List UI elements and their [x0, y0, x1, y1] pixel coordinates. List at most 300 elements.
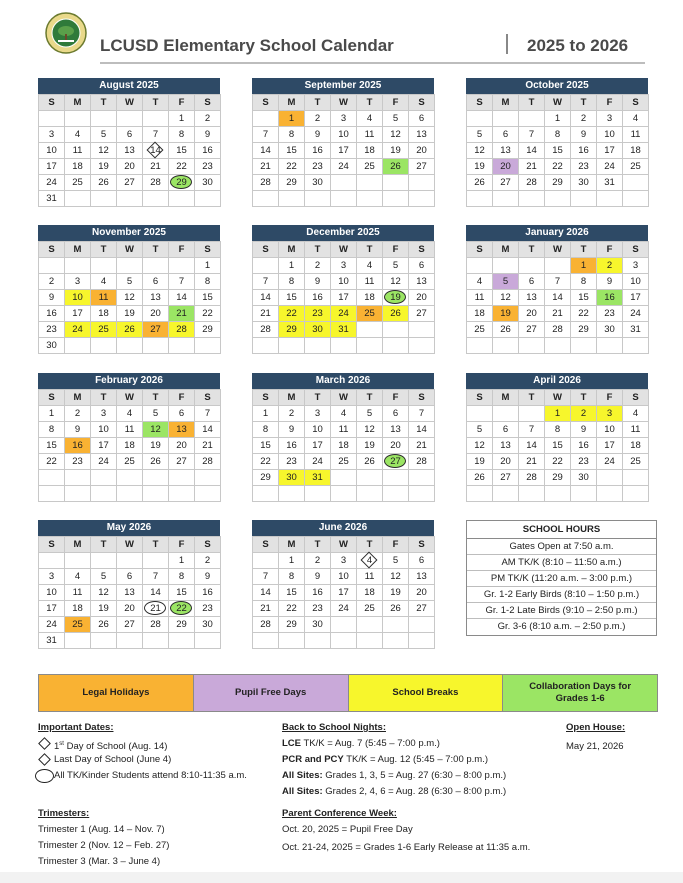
day-cell [305, 422, 331, 438]
day-number: 28 [526, 472, 537, 483]
day-number: 24 [72, 324, 83, 335]
day-cell [383, 143, 409, 159]
day-number: 23 [604, 308, 615, 319]
day-number: 1 [262, 408, 269, 419]
day-number: 9 [314, 571, 321, 582]
day-cell [467, 290, 493, 306]
day-number: 24 [338, 161, 349, 172]
day-cell [383, 633, 409, 649]
month-calendar [252, 520, 434, 649]
day-number: 28 [526, 177, 537, 188]
day-number: 14 [526, 145, 537, 156]
day-cell [493, 143, 519, 159]
day-cell [39, 306, 65, 322]
day-cell [519, 258, 545, 274]
day-cell [279, 143, 305, 159]
day-cell [169, 338, 195, 354]
day-number: 13 [526, 292, 537, 303]
day-cell [195, 258, 221, 274]
weekday-header: W [545, 95, 571, 111]
day-number: 8 [288, 129, 295, 140]
day-number: 29 [202, 324, 213, 335]
day-cell [195, 191, 221, 207]
day-number: 13 [416, 571, 427, 582]
day-cell [65, 159, 91, 175]
day-number: 19 [364, 440, 375, 451]
day-number: 25 [630, 161, 641, 172]
day-cell [493, 258, 519, 274]
day-cell [331, 617, 357, 633]
day-cell [279, 486, 305, 502]
day-number: 7 [262, 129, 269, 140]
day-number: 14 [260, 587, 271, 598]
day-cell [409, 486, 435, 502]
day-cell [279, 306, 305, 322]
back-to-school-row: PCR and PCY TK/K = Aug. 12 (5:45 – 7:00 p.m.) [282, 754, 489, 765]
day-number: 5 [392, 555, 399, 566]
day-cell [623, 454, 649, 470]
day-cell [409, 585, 435, 601]
month-calendar [466, 373, 648, 502]
day-cell [493, 111, 519, 127]
day-number: 28 [150, 177, 161, 188]
day-cell [545, 470, 571, 486]
day-number: 26 [474, 472, 485, 483]
day-number: 23 [578, 456, 589, 467]
day-number: 7 [528, 424, 535, 435]
weekday-header: W [545, 390, 571, 406]
day-number: 17 [604, 440, 615, 451]
day-cell [65, 486, 91, 502]
day-number: 14 [416, 424, 427, 435]
day-cell [143, 454, 169, 470]
day-cell [519, 143, 545, 159]
day-cell [409, 175, 435, 191]
day-cell [305, 175, 331, 191]
day-number: 28 [150, 619, 161, 630]
day-cell [143, 633, 169, 649]
day-cell [65, 127, 91, 143]
day-cell [143, 143, 169, 159]
day-cell [545, 175, 571, 191]
day-cell [305, 470, 331, 486]
day-number: 2 [314, 555, 321, 566]
day-cell [357, 127, 383, 143]
day-cell [519, 306, 545, 322]
day-number: 7 [152, 129, 159, 140]
day-number: 5 [126, 276, 133, 287]
day-number: 8 [262, 424, 269, 435]
day-cell [253, 322, 279, 338]
day-number: 2 [204, 555, 211, 566]
day-cell [279, 454, 305, 470]
day-cell [623, 143, 649, 159]
day-number: 15 [286, 292, 297, 303]
day-cell [357, 111, 383, 127]
weekday-header: T [571, 242, 597, 258]
school-hours-row: AM TK/K (8:10 – 11:50 a.m.) [467, 555, 656, 571]
day-cell [169, 306, 195, 322]
day-number: 2 [580, 113, 587, 124]
day-number: 30 [312, 324, 323, 335]
day-number: 4 [366, 555, 373, 566]
day-cell [623, 470, 649, 486]
day-cell [357, 406, 383, 422]
day-cell [253, 422, 279, 438]
day-number: 9 [314, 129, 321, 140]
day-cell [117, 290, 143, 306]
first-day-item: 1st Day of School (Aug. 14) [38, 736, 278, 752]
day-number: 26 [98, 619, 109, 630]
day-cell [305, 274, 331, 290]
day-number: 3 [606, 113, 613, 124]
day-cell [117, 617, 143, 633]
day-cell [493, 290, 519, 306]
day-number: 29 [552, 177, 563, 188]
day-number: 20 [124, 161, 135, 172]
day-number: 13 [500, 440, 511, 451]
day-number: 16 [46, 308, 57, 319]
day-number: 20 [416, 587, 427, 598]
day-cell [195, 601, 221, 617]
school-hours-table [466, 520, 657, 636]
day-cell [571, 191, 597, 207]
day-cell [253, 486, 279, 502]
day-number: 24 [604, 161, 615, 172]
trimesters-heading: Trimesters: [38, 808, 90, 819]
day-cell [279, 470, 305, 486]
day-cell [623, 486, 649, 502]
day-cell [519, 111, 545, 127]
day-number: 3 [74, 276, 81, 287]
weekday-header: S [467, 390, 493, 406]
day-cell [383, 290, 409, 306]
day-number: 13 [416, 276, 427, 287]
month-calendar [252, 78, 434, 207]
day-cell [357, 143, 383, 159]
day-number: 20 [390, 440, 401, 451]
day-cell [331, 290, 357, 306]
day-cell [331, 111, 357, 127]
day-cell [623, 422, 649, 438]
day-cell [519, 127, 545, 143]
day-cell [545, 306, 571, 322]
header [0, 0, 683, 70]
day-cell [91, 569, 117, 585]
day-number: 30 [312, 619, 323, 630]
day-cell [519, 322, 545, 338]
day-cell [305, 438, 331, 454]
day-cell [279, 274, 305, 290]
day-cell [117, 306, 143, 322]
day-number: 29 [176, 619, 187, 630]
day-cell [91, 143, 117, 159]
day-cell [91, 306, 117, 322]
day-cell [623, 306, 649, 322]
day-number: 9 [48, 292, 55, 303]
day-cell [305, 617, 331, 633]
day-cell [493, 191, 519, 207]
day-number: 30 [286, 472, 297, 483]
day-cell [331, 258, 357, 274]
day-cell [195, 338, 221, 354]
day-number: 17 [338, 587, 349, 598]
day-number: 5 [392, 260, 399, 271]
day-number: 11 [98, 292, 109, 303]
day-cell [357, 617, 383, 633]
day-number: 27 [150, 324, 161, 335]
day-number: 30 [202, 177, 213, 188]
day-cell [305, 338, 331, 354]
day-cell [169, 569, 195, 585]
day-number: 29 [286, 177, 297, 188]
day-number: 4 [340, 408, 347, 419]
day-cell [571, 175, 597, 191]
diamond-icon [38, 753, 51, 766]
day-cell [493, 127, 519, 143]
weekday-header: M [279, 537, 305, 553]
day-number: 5 [100, 571, 107, 582]
day-cell [279, 617, 305, 633]
day-number: 9 [314, 276, 321, 287]
day-cell [623, 338, 649, 354]
day-cell [39, 290, 65, 306]
day-cell [545, 159, 571, 175]
day-cell [279, 585, 305, 601]
day-cell [331, 191, 357, 207]
day-cell [143, 553, 169, 569]
day-number: 10 [338, 276, 349, 287]
day-number: 4 [100, 276, 107, 287]
day-number: 3 [48, 129, 55, 140]
tk-kinder-item: All TK/Kinder Students attend 8:10-11:35 a.m. [38, 768, 278, 784]
day-number: 10 [338, 129, 349, 140]
day-number: 22 [286, 161, 297, 172]
month-title: January 2026 [466, 225, 648, 241]
day-number: 22 [46, 456, 57, 467]
day-number: 16 [202, 145, 213, 156]
day-number: 1 [554, 408, 561, 419]
day-cell [409, 159, 435, 175]
day-cell [305, 143, 331, 159]
weekday-header: S [195, 95, 221, 111]
day-cell [305, 258, 331, 274]
day-number: 26 [364, 456, 375, 467]
day-cell [597, 175, 623, 191]
day-number: 18 [630, 440, 641, 451]
day-cell [169, 274, 195, 290]
day-number: 2 [580, 408, 587, 419]
day-number: 12 [98, 145, 109, 156]
day-number: 17 [72, 308, 83, 319]
day-number: 11 [72, 145, 83, 156]
day-cell [39, 322, 65, 338]
day-cell [143, 274, 169, 290]
day-cell [545, 274, 571, 290]
day-number: 15 [176, 587, 187, 598]
day-number: 12 [150, 424, 161, 435]
weekday-header: S [409, 242, 435, 258]
day-number: 8 [554, 129, 561, 140]
day-cell [65, 601, 91, 617]
day-number: 21 [176, 308, 187, 319]
day-cell [39, 454, 65, 470]
day-cell [597, 470, 623, 486]
day-cell [409, 406, 435, 422]
day-number: 11 [364, 129, 375, 140]
day-cell [169, 633, 195, 649]
day-number: 18 [124, 440, 135, 451]
month-calendar [466, 78, 648, 207]
day-cell [597, 111, 623, 127]
day-cell [331, 143, 357, 159]
day-cell [195, 306, 221, 322]
weekday-header: T [143, 537, 169, 553]
day-number: 8 [178, 129, 185, 140]
day-cell [169, 143, 195, 159]
day-cell [545, 486, 571, 502]
day-number: 10 [46, 587, 57, 598]
day-number: 26 [500, 324, 511, 335]
day-number: 17 [338, 145, 349, 156]
day-cell [39, 111, 65, 127]
day-cell [117, 569, 143, 585]
day-cell [39, 175, 65, 191]
day-number: 26 [390, 308, 401, 319]
day-cell [597, 322, 623, 338]
day-cell [519, 338, 545, 354]
back-to-school-section [282, 720, 562, 800]
day-cell [39, 438, 65, 454]
day-cell [39, 617, 65, 633]
weekday-header: T [91, 95, 117, 111]
day-cell [597, 258, 623, 274]
weekday-header: T [519, 242, 545, 258]
day-number: 10 [338, 571, 349, 582]
trimester-item: Trimester 3 (Mar. 3 – June 4) [38, 856, 161, 867]
school-district-seal-icon [45, 12, 87, 54]
day-cell [357, 191, 383, 207]
day-cell [169, 553, 195, 569]
weekday-header: T [571, 95, 597, 111]
day-cell [143, 258, 169, 274]
weekday-header: T [571, 390, 597, 406]
day-number: 29 [286, 619, 297, 630]
day-cell [467, 454, 493, 470]
day-cell [493, 306, 519, 322]
day-number: 25 [72, 177, 83, 188]
day-cell [409, 191, 435, 207]
day-number: 24 [604, 456, 615, 467]
day-cell [409, 111, 435, 127]
day-cell [169, 159, 195, 175]
weekday-header: F [383, 242, 409, 258]
day-cell [305, 454, 331, 470]
day-number: 27 [500, 472, 511, 483]
day-cell [143, 175, 169, 191]
day-number: 2 [314, 260, 321, 271]
day-cell [519, 422, 545, 438]
day-number: 19 [98, 161, 109, 172]
day-number: 20 [124, 603, 135, 614]
day-cell [545, 322, 571, 338]
day-number: 15 [176, 145, 187, 156]
day-number: 17 [46, 603, 57, 614]
day-cell [169, 454, 195, 470]
weekday-header: T [143, 95, 169, 111]
day-number: 2 [314, 113, 321, 124]
day-number: 8 [48, 424, 55, 435]
day-cell [117, 633, 143, 649]
weekday-header: W [331, 95, 357, 111]
school-hours-row: Gr. 1-2 Late Birds (9:10 – 2:50 p.m.) [467, 603, 656, 619]
weekday-header: W [117, 537, 143, 553]
day-cell [519, 191, 545, 207]
weekday-header: T [305, 242, 331, 258]
day-cell [383, 553, 409, 569]
day-cell [493, 470, 519, 486]
parent-conference-row: Oct. 21-24, 2025 = Grades 1-6 Early Release at 11:35 a.m. [282, 842, 531, 853]
day-number: 1 [288, 555, 295, 566]
day-cell [571, 406, 597, 422]
day-cell [91, 290, 117, 306]
day-cell [597, 159, 623, 175]
day-cell [253, 290, 279, 306]
day-cell [357, 633, 383, 649]
day-cell [545, 438, 571, 454]
day-cell [39, 127, 65, 143]
weekday-header: S [253, 390, 279, 406]
school-hours-title: SCHOOL HOURS [467, 521, 656, 539]
day-cell [357, 338, 383, 354]
day-cell [117, 111, 143, 127]
weekday-header: F [169, 390, 195, 406]
day-cell [357, 306, 383, 322]
day-cell [623, 290, 649, 306]
legend-collaboration-days: Collaboration Days for Grades 1-6 [503, 675, 657, 711]
day-number: 9 [288, 424, 295, 435]
day-number: 6 [126, 571, 133, 582]
month-title: August 2025 [38, 78, 220, 94]
day-cell [409, 306, 435, 322]
day-cell [597, 274, 623, 290]
weekday-header: S [253, 537, 279, 553]
day-cell [143, 585, 169, 601]
day-cell [65, 585, 91, 601]
day-number: 16 [312, 145, 323, 156]
day-cell [143, 127, 169, 143]
day-number: 22 [176, 603, 187, 614]
day-cell [467, 274, 493, 290]
day-cell [169, 617, 195, 633]
day-number: 27 [390, 456, 401, 467]
weekday-header: M [65, 390, 91, 406]
day-cell [195, 617, 221, 633]
day-number: 9 [204, 571, 211, 582]
day-cell [91, 601, 117, 617]
day-number: 24 [338, 603, 349, 614]
day-cell [519, 159, 545, 175]
day-cell [65, 569, 91, 585]
school-hours-row: Gr. 1-2 Early Birds (8:10 – 1:50 p.m.) [467, 587, 656, 603]
day-cell [383, 159, 409, 175]
day-cell [383, 306, 409, 322]
weekday-header: T [91, 537, 117, 553]
day-number: 7 [554, 276, 561, 287]
day-number: 1 [178, 113, 185, 124]
day-cell [65, 143, 91, 159]
day-cell [519, 406, 545, 422]
